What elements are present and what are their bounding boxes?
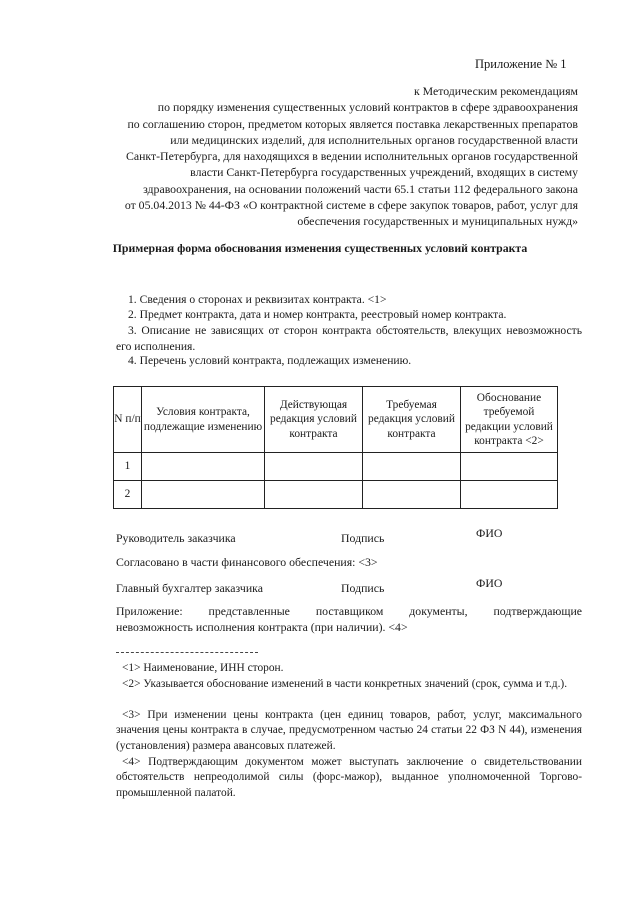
table-cell (363, 453, 461, 481)
conditions-table (113, 386, 558, 509)
table-row (114, 481, 558, 509)
header-cell-current: Действующая редакция условий контракта (265, 387, 363, 453)
footnote-2: <2> Указывается обоснование изменений в части конкретных значений (срок, сумма и т.д.). (122, 678, 568, 690)
annex-title: Приложение № 1 (475, 57, 567, 71)
list-item-4: 4. Перечень условий контракта, подлежащих изменению. (128, 354, 412, 367)
header-cell-justification: Обоснование требуемой редакции условий контракта <2> (461, 387, 558, 453)
table-cell (461, 453, 558, 481)
header-line: к Методическим рекомендациям (414, 84, 578, 98)
header-line: от 05.04.2013 № 44-ФЗ «О контрактной системе в сфере закупок товаров, работ, услуг для (124, 198, 578, 213)
table-cell (363, 481, 461, 509)
header-line: по соглашению сторон, предметом которых является поставка лекарственных препаратов (127, 116, 578, 131)
row-number-cell: 2 (114, 481, 142, 509)
footnote-separator (116, 652, 258, 653)
header-line: власти Санкт-Петербурга государственных учреждений, входящих в систему (190, 165, 578, 180)
footnote-4: <4> Подтверждающим документом может выступать заключение о свидетельствовании обстоятельств непреодолимой силы (форс-мажор), выданное уполномоченной Торгово-промышленной палатой. (116, 756, 582, 799)
table-cell (142, 481, 265, 509)
header-cell-conditions: Условия контракта, подлежащие изменению (142, 387, 265, 453)
fio-label: ФИО (476, 526, 503, 540)
chief-accountant-label: Главный бухгалтер заказчика (116, 581, 263, 595)
header-line: или медицинских изделий, для исполнительных органов государственной власти (170, 132, 578, 147)
head-of-customer-label: Руководитель заказчика (116, 531, 236, 545)
header-line: обеспечения государственных и муниципальных нужд» (297, 214, 578, 229)
header-line: по порядку изменения существенных условий контрактов в сфере здравоохранения (157, 100, 578, 115)
table-cell (461, 481, 558, 509)
footnote-1: <1> Наименование, ИНН сторон. (122, 662, 284, 674)
row-number-cell: 1 (114, 453, 142, 481)
list-item-2: 2. Предмет контракта, дата и номер контракта, реестровый номер контракта. (128, 308, 507, 321)
appendix-note-line-1 (116, 604, 582, 619)
financial-approval-label: Согласовано в части финансового обеспечения: <3> (116, 555, 378, 569)
signature-label: Подпись (341, 531, 385, 545)
table-cell (142, 453, 265, 481)
table-cell (265, 453, 363, 481)
header-cell-number: N п/п (114, 387, 142, 453)
header-line: здравоохранения, на основании положений части 65.1 статьи 112 федерального закона (143, 181, 578, 196)
appendix-note-text-1: Приложение: представленные поставщиком документы, подтверждающие (116, 604, 582, 618)
list-item-3: 3. Описание не зависящих от сторон контракта обстоятельств, влекущих невозможность его исполнения. (116, 324, 582, 353)
signature-label-2: Подпись (341, 581, 385, 595)
list-item-1: 1. Сведения о сторонах и реквизитах контракта. <1> (128, 293, 387, 306)
table-header-row (114, 387, 558, 453)
table-cell (265, 481, 363, 509)
header-line: Санкт-Петербурга, для находящихся в ведении исполнительных органов государственной (125, 149, 578, 164)
header-reference-block (100, 83, 578, 230)
table-row (114, 453, 558, 481)
header-cell-required: Требуемая редакция условий контракта (363, 387, 461, 453)
footnote-3: <3> При изменении цены контракта (цен единиц товаров, работ, услуг, максимального значения цены контракта в случае, предусмотренном частью 24 статьи 22 ФЗ N 44), изменения (установления) размера авансовых платежей. (116, 709, 582, 752)
fio-label-2: ФИО (476, 576, 503, 590)
appendix-note-line-2: невозможность исполнения контракта (при наличии). <4> (116, 620, 408, 634)
main-title: Примерная форма обоснования изменения существенных условий контракта (112, 241, 528, 255)
